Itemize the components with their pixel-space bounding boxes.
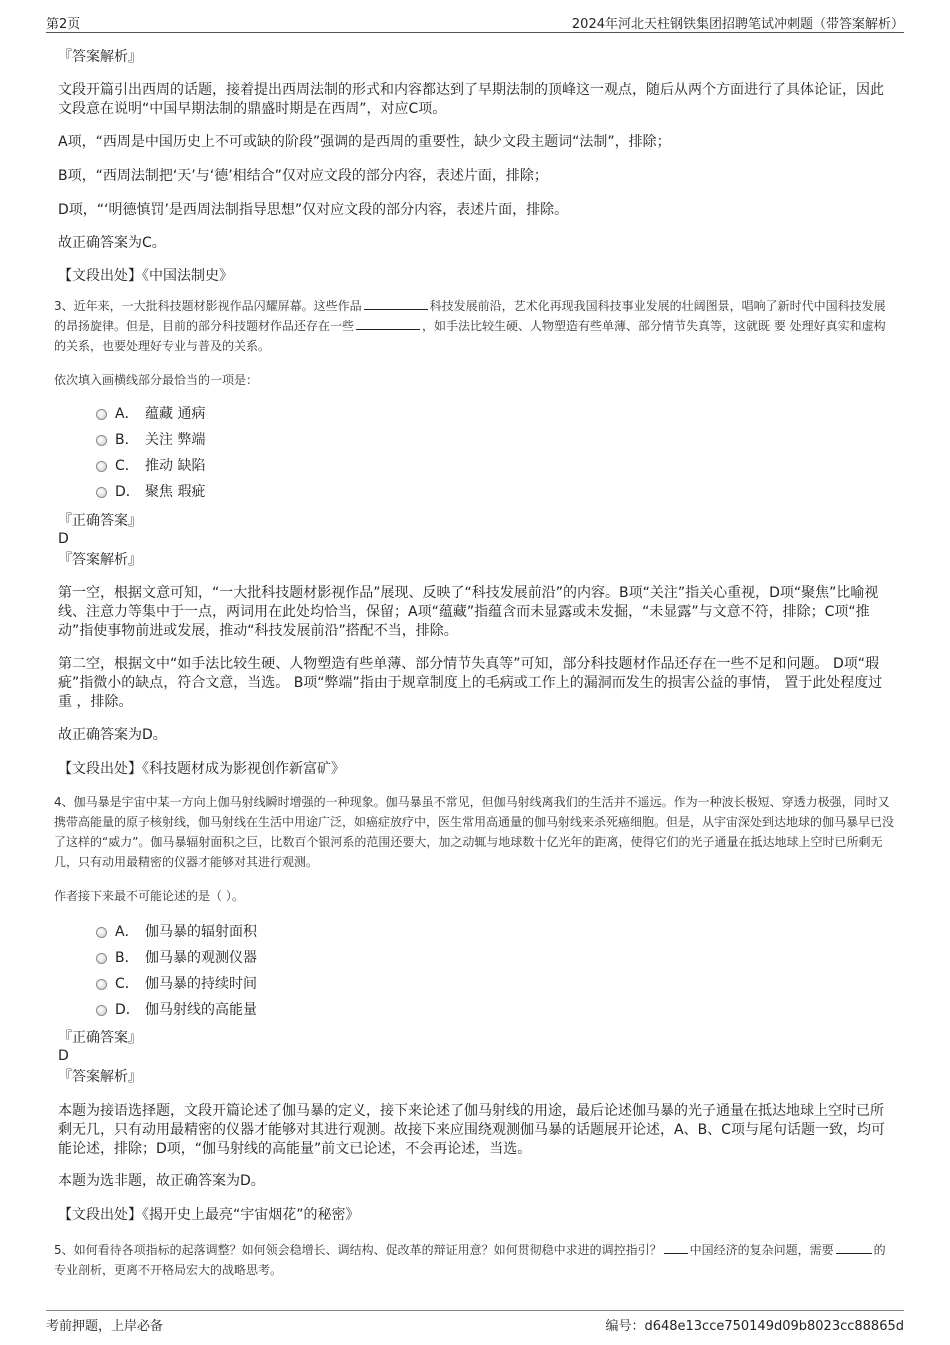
q5-stem: 5、如何看待各项指标的起落调整？如何领会稳增长、调结构、促改革的辩证用意？如何贯彻稳中求进的调控指引？ 中国经济的复杂问题，需要 的专业剖析，更离不开格局宏大的战略思考。 — [54, 1243, 886, 1277]
q2-analysis-label: 『答案解析』 — [58, 49, 142, 65]
radio-icon[interactable] — [96, 927, 107, 938]
q2-analysis-p1: 文段开篇引出西周的话题，接着提出西周法制的形式和内容都达到了早期法制的顶峰这一观点，随后从两个方面进行了具体论证，因此文段意在说明“中国早期法制的鼎盛时期是在西周”，对应C项。 — [58, 82, 884, 117]
page-number: 第2页 — [46, 17, 81, 32]
q4-option-a[interactable]: A． 伽马暴的辐射面积 — [96, 922, 257, 942]
footer-slogan: 考前押题，上岸必备 — [46, 1319, 164, 1334]
q2-analysis-d: D项，“‘明德慎罚’是西周法制指导思想”仅对应文段的部分内容，表述片面，排除。 — [58, 202, 569, 218]
radio-icon[interactable] — [96, 487, 107, 498]
radio-icon[interactable] — [96, 953, 107, 964]
q4-analysis-p1: 本题为接语选择题，文段开篇论述了伽马暴的定义，接下来论述了伽马射线的用途，最后论述伽马暴的光子通量在抵达地球上空时已所剩无几，只有动用最精密的仪器才能够对其进行观测。故接下来应围绕观测伽马暴的话题展开论述，A、B、C项与尾句话题一致，均可能论述，排除；D项，“伽马射线的高能量”前文已论述，不会再论述，当选。 — [58, 1103, 885, 1157]
q3-prompt: 依次填入画横线部分最恰当的一项是： — [54, 373, 259, 387]
q3-analysis-p1: 第一空，根据文意可知，“一大批科技题材影视作品”展现、反映了“科技发展前沿”的内容。B项“关注”指关心重视，D项“聚焦”比喻视线、注意力等集中于一点，两词用在此处均恰当，保留；A项“蕴藏”指蕴含而未显露或未发掘，“未显露”与文意不符，排除；C项“推动”指使事物前进或发展，推动“科技发展前沿”搭配不当，排除。 — [58, 585, 879, 639]
radio-icon[interactable] — [96, 461, 107, 472]
q3-analysis-label: 『答案解析』 — [58, 552, 142, 568]
q3-answer-label: 『正确答案』 — [58, 513, 142, 529]
q4-answer: D — [58, 1048, 69, 1064]
q3-option-c[interactable]: C． 推动 缺陷 — [96, 456, 205, 476]
q4-option-d[interactable]: D． 伽马射线的高能量 — [96, 1000, 257, 1020]
document-id: 编号：d648e13cce750149d09b8023cc88865d — [605, 1319, 904, 1334]
q3-source: 【文段出处】《科技题材成为影视创作新富矿》 — [58, 761, 345, 777]
q4-option-c[interactable]: C． 伽马暴的持续时间 — [96, 974, 257, 994]
q4-conclusion: 本题为选非题，故正确答案为D。 — [58, 1173, 265, 1189]
page-footer — [46, 1310, 904, 1333]
radio-icon[interactable] — [96, 435, 107, 446]
q5-blank-1 — [664, 1241, 688, 1254]
q4-analysis-label: 『答案解析』 — [58, 1069, 142, 1085]
q3-stem: 3、近年来，一大批科技题材影视作品闪耀屏幕。这些作品 科技发展前沿，艺术化再现我国科技事业发展的壮阔图景，唱响了新时代中国科技发展的昂扬旋律。但是，目前的部分科技题材作品还存在一些 ，如手法比较生硬、人物塑造有些单薄、部分情节失真等，这就既 要 处理好真实和虚构的关系，也要处理好专业与普及的关系。 — [54, 299, 886, 353]
radio-icon[interactable] — [96, 979, 107, 990]
q2-analysis-a: A项，“西周是中国历史上不可或缺的阶段”强调的是西周的重要性，缺少文段主题词“法制”，排除； — [58, 134, 671, 150]
q5-blank-2 — [836, 1241, 872, 1254]
q3-answer: D — [58, 531, 69, 547]
q3-blank-2 — [356, 317, 420, 330]
q3-option-b[interactable]: B． 关注 弊端 — [96, 430, 205, 450]
document-title: 2024年河北天柱钢铁集团招聘笔试冲刺题（带答案解析） — [571, 17, 904, 32]
q3-analysis-p2: 第二空，根据文中“如手法比较生硬、人物塑造有些单薄、部分情节失真等”可知，部分科技题材作品还存在一些不足和问题。 D项“瑕疵”指微小的缺点，符合文意，当选。 B项“弊端”指由于规章制度上的毛病或工作上的漏洞而发生的损害公益的事情， 置于此处程度过重 ，排除。 — [58, 656, 883, 710]
q4-source: 【文段出处】《揭开史上最亮“宇宙烟花”的秘密》 — [58, 1207, 360, 1223]
q2-analysis-b: B项，“西周法制把‘天’与‘德’相结合”仅对应文段的部分内容，表述片面，排除； — [58, 168, 548, 184]
q3-option-a[interactable]: A． 蕴藏 通病 — [96, 404, 205, 424]
q3-blank-1 — [364, 297, 428, 310]
radio-icon[interactable] — [96, 1005, 107, 1016]
q4-stem: 4、伽马暴是宇宙中某一方向上伽马射线瞬时增强的一种现象。伽马暴虽不常见，但伽马射线离我们的生活并不遥远。作为一种波长极短、穿透力极强，同时又携带高能量的原子核射线，伽马射线在生活中用途广泛，如癌症放疗中，医生常用高通量的伽马射线来杀死癌细胞。但是，从宇宙深处到达地球的伽马暴早已没了这样的“威力”。伽马暴辐射面积之巨，比数百个银河系的范围还要大，加之动辄与地球数十亿光年的距离，使得它们的光子通量在抵达地球上空时已所剩无几，只有动用最精密的仪器才能够对其进行观测。 — [54, 795, 895, 869]
q4-prompt: 作者接下来最不可能论述的是（ ）。 — [54, 889, 244, 903]
q4-answer-label: 『正确答案』 — [58, 1030, 142, 1046]
q3-option-d[interactable]: D． 聚焦 瑕疵 — [96, 482, 205, 502]
q2-source: 【文段出处】《中国法制史》 — [58, 268, 233, 284]
page-header — [46, 10, 904, 33]
q3-conclusion: 故正确答案为D。 — [58, 727, 167, 743]
q2-conclusion: 故正确答案为C。 — [58, 235, 166, 251]
radio-icon[interactable] — [96, 409, 107, 420]
q4-option-b[interactable]: B． 伽马暴的观测仪器 — [96, 948, 257, 968]
